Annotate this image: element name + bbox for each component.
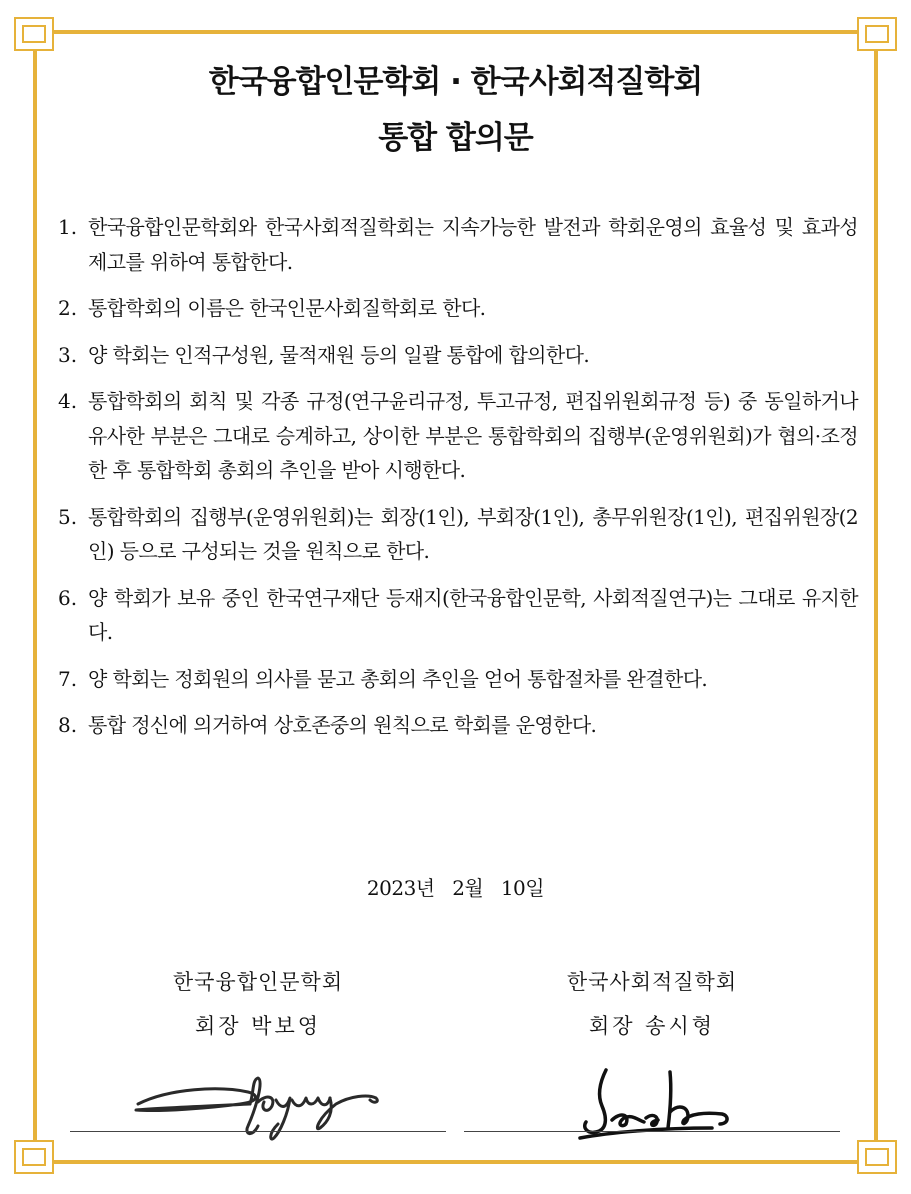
signature-right-image	[572, 1062, 742, 1146]
clause-text: 양 학회는 인적구성원, 물적재원 등의 일괄 통합에 합의한다.	[88, 342, 590, 367]
clause-number: 1.	[58, 215, 78, 239]
clause-number: 5.	[58, 504, 78, 529]
clause-text: 통합학회의 이름은 한국인문사회질학회로 한다.	[88, 296, 486, 320]
signatory-left-org: 한국융합인문학회	[172, 970, 344, 994]
frame-corner-top-left	[14, 17, 54, 51]
frame-right	[874, 50, 878, 1144]
clause-text: 양 학회는 정회원의 의사를 묻고 총회의 추인을 얻어 통합절차를 완결한다.	[88, 666, 708, 691]
clause-text: 통합학회의 회칙 및 각종 규정(연구윤리규정, 투고규정, 편집위원회규정 등) 중 동일하거나 유사한 부분은 그대로 승계하고, 상이한 부분은 통합학회의 집행부(운영위원회)가 협의·조정한 후 통합학회 총회의 추인을 받아 시행한다.	[88, 389, 858, 482]
clause-number: 2.	[58, 296, 78, 320]
clause-8	[58, 708, 858, 743]
clause-6	[58, 581, 858, 650]
signatory-right	[492, 966, 812, 1040]
agreement-date: 2023년 2월 10일	[366, 876, 545, 900]
signature-left-image	[130, 1068, 390, 1148]
signatory-left-president: 회장 박보영	[194, 1014, 322, 1038]
signatory-left	[98, 966, 418, 1040]
signatory-right-president: 회장 송시형	[588, 1014, 716, 1038]
signature-line-right	[464, 1131, 840, 1132]
clause-7	[58, 662, 858, 697]
clause-number: 6.	[58, 585, 78, 610]
clause-2	[58, 291, 858, 326]
clause-4	[58, 384, 858, 488]
frame-corner-top-right	[857, 17, 897, 51]
document-subtitle: 통합 합의문	[378, 120, 533, 156]
clause-5	[58, 500, 858, 569]
clause-text: 한국융합인문학회와 한국사회적질학회는 지속가능한 발전과 학회운영의 효율성 및 효과성 제고를 위하여 통합한다.	[88, 215, 858, 274]
frame-corner-bottom-right	[857, 1140, 897, 1174]
signature-line-left	[70, 1131, 446, 1132]
clause-number: 4.	[58, 389, 78, 413]
clause-text: 양 학회가 보유 중인 한국연구재단 등재지(한국융합인문학, 사회적질연구)는 그대로 유지한다.	[88, 585, 858, 644]
frame-left	[33, 50, 37, 1144]
agreement-clauses	[58, 210, 858, 755]
clause-number: 3.	[58, 342, 78, 367]
clause-1	[58, 210, 858, 279]
frame-corner-bottom-left	[14, 1140, 54, 1174]
clause-number: 8.	[58, 713, 78, 737]
clause-text: 통합 정신에 의거하여 상호존중의 원칙으로 학회를 운영한다.	[88, 713, 597, 737]
clause-3	[58, 338, 858, 373]
frame-bottom	[40, 1160, 871, 1164]
frame-top	[40, 30, 871, 34]
document-title: 한국융합인문학회 · 한국사회적질학회	[208, 64, 703, 100]
signatory-right-org: 한국사회적질학회	[566, 970, 738, 994]
clause-number: 7.	[58, 666, 78, 691]
clause-text: 통합학회의 집행부(운영위원회)는 회장(1인), 부회장(1인), 총무위원장(1인), 편집위원장(2인) 등으로 구성되는 것을 원칙으로 한다.	[88, 504, 858, 563]
